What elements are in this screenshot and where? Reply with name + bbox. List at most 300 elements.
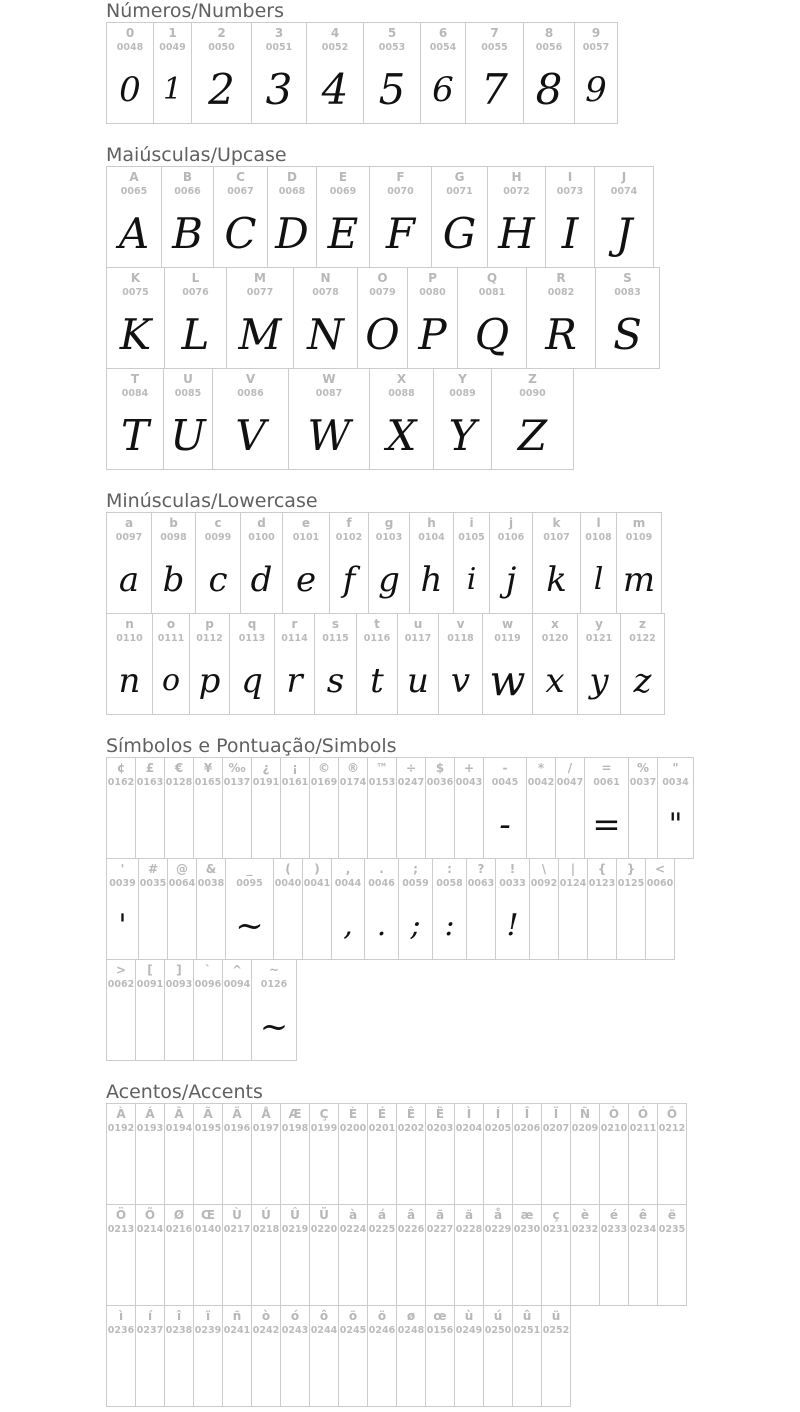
glyph-sample: F	[385, 209, 416, 258]
glyph-sample: =	[592, 805, 621, 845]
glyph-cell	[251, 1103, 281, 1205]
glyph-label: Œ	[200, 1208, 215, 1222]
glyph-sample	[600, 1241, 628, 1305]
glyph-cell	[280, 1103, 310, 1205]
glyph-code: 0161	[281, 777, 309, 788]
glyph-label: +	[463, 761, 475, 775]
glyph-label: <	[654, 862, 666, 876]
glyph-cell	[541, 1204, 571, 1306]
glyph-code: 0212	[658, 1123, 686, 1134]
glyph-label: 2	[217, 26, 226, 40]
glyph-sample: z	[633, 661, 652, 701]
glyph-code: 0241	[223, 1325, 251, 1336]
glyph-cell	[367, 1305, 397, 1407]
glyph-label: Ñ	[579, 1107, 591, 1121]
glyph-code: 0095	[236, 878, 263, 889]
glyph-label: ñ	[232, 1309, 242, 1323]
glyph-code: 0220	[310, 1224, 338, 1235]
glyph-sample: 8	[535, 65, 563, 114]
glyph-cell	[594, 166, 654, 268]
glyph-sample	[194, 1241, 222, 1305]
glyph-code: 0126	[260, 979, 288, 990]
glyph-sample	[513, 1241, 541, 1305]
glyph-label: X	[396, 372, 407, 386]
glyph-code: 0108	[585, 532, 612, 543]
glyph-label: A	[129, 170, 139, 184]
glyph-code: 0203	[426, 1123, 454, 1134]
glyph-cell	[240, 512, 283, 614]
glyph-label: á	[377, 1208, 387, 1222]
glyph-label: ã	[435, 1208, 445, 1222]
glyph-label: Ò	[608, 1107, 620, 1121]
glyph-cell	[106, 959, 136, 1061]
glyph-code: 0060	[646, 878, 674, 889]
glyph-sample: ~	[235, 906, 264, 946]
glyph-sample	[223, 996, 251, 1060]
glyph-cell	[226, 267, 294, 369]
glyph-cell	[363, 22, 421, 124]
glyph-cell	[106, 22, 154, 124]
glyph-sample	[455, 1241, 483, 1305]
glyph-code: 0069	[329, 186, 357, 197]
glyph-cell	[616, 512, 662, 614]
section-title: Maiúsculas/Upcase	[106, 144, 287, 166]
glyph-cell	[135, 959, 165, 1061]
glyph-sample	[467, 895, 495, 959]
glyph-label: !	[509, 862, 516, 876]
glyph-label: Y	[458, 372, 467, 386]
glyph-sample	[571, 1140, 599, 1204]
glyph-label: 4	[330, 26, 340, 40]
glyph-sample	[397, 794, 425, 858]
glyph-cell	[457, 267, 527, 369]
glyph-code: 0043	[455, 777, 483, 788]
glyph-cell	[338, 1204, 368, 1306]
glyph-cell	[302, 858, 332, 960]
glyph-code: 0100	[248, 532, 275, 543]
glyph-code: 0230	[513, 1224, 541, 1235]
glyph-label: ù	[464, 1309, 474, 1323]
glyph-code: 0038	[197, 878, 225, 889]
glyph-code: 0088	[388, 388, 415, 399]
glyph-cell	[164, 757, 194, 859]
glyph-label: D	[287, 170, 297, 184]
glyph-label: #	[147, 862, 159, 876]
section-title: Acentos/Accents	[106, 1081, 263, 1103]
glyph-cell	[368, 512, 410, 614]
glyph-cell	[466, 858, 496, 960]
glyph-cell	[193, 1103, 223, 1205]
glyph-label: Ü	[319, 1208, 329, 1222]
glyph-sample: y	[589, 661, 609, 701]
glyph-cell	[570, 1103, 600, 1205]
glyph-cell	[251, 1204, 281, 1306]
glyph-sample	[194, 1140, 222, 1204]
glyph-code: 0199	[310, 1123, 338, 1134]
glyph-code: 0239	[194, 1325, 222, 1336]
glyph-cell	[431, 166, 488, 268]
glyph-label: Ë	[435, 1107, 445, 1121]
glyph-label: j	[508, 516, 514, 530]
glyph-label: ó	[290, 1309, 300, 1323]
glyph-label: r	[291, 617, 298, 631]
glyph-sample	[397, 1140, 425, 1204]
glyph-label: Ê	[406, 1107, 416, 1121]
glyph-label: d	[257, 516, 266, 530]
glyph-sample	[397, 1342, 425, 1406]
glyph-code: 0070	[387, 186, 414, 197]
glyph-cell	[163, 368, 213, 470]
glyph-code: 0196	[223, 1123, 251, 1134]
glyph-cell	[191, 22, 252, 124]
glyph-cell	[314, 613, 357, 715]
glyph-cell	[541, 1305, 571, 1407]
glyph-code: 0050	[208, 42, 235, 53]
glyph-label: Q	[486, 271, 498, 285]
glyph-sample: D	[275, 209, 309, 258]
glyph-label: )	[314, 862, 320, 876]
glyph-label: 0	[125, 26, 135, 40]
glyph-code: 0224	[339, 1224, 367, 1235]
glyph-label: ü	[551, 1309, 561, 1323]
glyph-label: '	[120, 862, 125, 876]
glyph-label: Z	[528, 372, 537, 386]
glyph-sample	[339, 794, 367, 858]
glyph-sample: i	[466, 562, 477, 597]
glyph-code: 0206	[513, 1123, 541, 1134]
glyph-cell	[189, 613, 230, 715]
glyph-sample: J	[615, 209, 633, 258]
glyph-cell	[309, 1103, 339, 1205]
glyph-cell	[483, 1103, 513, 1205]
glyph-code: 0044	[334, 878, 362, 889]
glyph-code: 0052	[321, 42, 349, 53]
glyph-label: Ô	[666, 1107, 678, 1121]
glyph-cell	[526, 757, 556, 859]
glyph-label: É	[377, 1107, 387, 1121]
glyph-cell	[454, 1103, 484, 1205]
glyph-cell	[267, 166, 317, 268]
glyph-code: 0098	[160, 532, 187, 543]
glyph-cell	[483, 1204, 513, 1306]
glyph-sample: M	[238, 310, 282, 359]
glyph-code: 0113	[238, 633, 266, 644]
glyph-sample	[165, 1342, 193, 1406]
glyph-sample	[658, 1140, 686, 1204]
glyph-cell	[645, 858, 675, 960]
section-title: Símbolos e Pontuação/Simbols	[106, 735, 397, 757]
glyph-sample: p	[198, 661, 221, 701]
glyph-label: Å	[261, 1107, 271, 1121]
glyph-cell	[367, 1204, 397, 1306]
glyph-sample	[303, 895, 331, 959]
glyph-code: 0085	[174, 388, 202, 399]
glyph-sample	[194, 996, 222, 1060]
glyph-sample: H	[498, 209, 535, 258]
glyph-cell	[512, 1204, 542, 1306]
glyph-sample	[368, 1140, 396, 1204]
glyph-cell	[164, 1305, 194, 1407]
glyph-code: 0112	[196, 633, 223, 644]
glyph-label: S	[623, 271, 632, 285]
glyph-sample	[107, 996, 135, 1060]
glyph-label: c	[214, 516, 222, 530]
glyph-sample	[455, 1342, 483, 1406]
glyph-sample	[310, 794, 338, 858]
glyph-label: û	[522, 1309, 532, 1323]
glyph-label: õ	[348, 1309, 358, 1323]
glyph-sample	[281, 1342, 309, 1406]
glyph-code: 0094	[223, 979, 251, 990]
glyph-sample	[542, 1342, 570, 1406]
glyph-sample: g	[378, 560, 400, 600]
glyph-label: í	[147, 1309, 153, 1323]
glyph-label: Ú	[261, 1208, 271, 1222]
glyph-sample: e	[295, 560, 317, 600]
glyph-sample	[223, 1342, 251, 1406]
glyph-sample: j	[505, 560, 517, 600]
glyph-code: 0066	[174, 186, 201, 197]
glyph-code: 0078	[312, 287, 339, 298]
glyph-label: R	[556, 271, 566, 285]
glyph-cell	[487, 166, 546, 268]
glyph-label: [	[147, 963, 153, 977]
glyph-code: 0200	[339, 1123, 367, 1134]
glyph-code: 0232	[571, 1224, 599, 1235]
glyph-label: I	[567, 170, 573, 184]
glyph-sample: N	[307, 310, 344, 359]
glyph-cell	[482, 613, 533, 715]
glyph-code: 0153	[368, 777, 396, 788]
section-title: Números/Numbers	[106, 0, 284, 22]
glyph-code: 0061	[593, 777, 620, 788]
glyph-cell	[495, 858, 530, 960]
glyph-sample	[136, 794, 164, 858]
glyph-label: B	[182, 170, 193, 184]
glyph-sample	[426, 794, 454, 858]
glyph-label: Í	[495, 1107, 501, 1121]
glyph-code: 0104	[418, 532, 445, 543]
glyph-cell	[483, 1305, 513, 1407]
glyph-sample: !	[506, 908, 519, 943]
glyph-label: ¿	[262, 761, 270, 775]
glyph-code: 0075	[122, 287, 149, 298]
glyph-label: K	[130, 271, 141, 285]
glyph-cell	[523, 22, 575, 124]
glyph-sample: t	[370, 661, 384, 701]
glyph-sample	[484, 1342, 512, 1406]
glyph-code: 0209	[571, 1123, 599, 1134]
glyph-code: 0033	[499, 878, 526, 889]
glyph-cell	[367, 1103, 397, 1205]
glyph-code: 0079	[369, 287, 396, 298]
glyph-label: ¥	[203, 761, 213, 775]
glyph-cell	[193, 1204, 223, 1306]
glyph-cell	[161, 166, 214, 268]
glyph-code: 0105	[458, 532, 485, 543]
glyph-label: n	[125, 617, 134, 631]
glyph-label: £	[145, 761, 155, 775]
glyph-code: 0197	[252, 1123, 280, 1134]
glyph-cell	[213, 166, 268, 268]
glyph-label: U	[183, 372, 193, 386]
glyph-code: 0165	[194, 777, 222, 788]
glyph-sample: R	[545, 310, 577, 359]
glyph-code: 0073	[556, 186, 584, 197]
glyph-sample	[368, 1342, 396, 1406]
glyph-sample	[194, 1342, 222, 1406]
glyph-code: 0045	[491, 777, 519, 788]
glyph-label: P	[428, 271, 437, 285]
glyph-label: H	[511, 170, 522, 184]
glyph-cell	[153, 22, 192, 124]
glyph-cell	[532, 613, 578, 715]
glyph-cell	[280, 1305, 310, 1407]
glyph-cell	[106, 166, 162, 268]
glyph-code: 0076	[182, 287, 209, 298]
glyph-code: 0064	[168, 878, 196, 889]
glyph-label: È	[348, 1107, 358, 1121]
glyph-label: \	[541, 862, 547, 876]
glyph-sample	[136, 1241, 164, 1305]
glyph-label: ö	[377, 1309, 387, 1323]
glyph-code: 0115	[322, 633, 349, 644]
glyph-cell	[193, 959, 223, 1061]
glyph-cell	[331, 858, 365, 960]
glyph-sample: P	[418, 310, 447, 359]
glyph-label: 7	[490, 26, 499, 40]
glyph-label: Ä	[232, 1107, 242, 1121]
glyph-code: 0140	[194, 1224, 222, 1235]
glyph-sample	[527, 794, 555, 858]
glyph-label: %	[636, 761, 650, 775]
glyph-code: 0055	[481, 42, 508, 53]
glyph-sample: f	[342, 560, 356, 600]
glyph-cell	[135, 1305, 165, 1407]
glyph-code: 0214	[136, 1224, 164, 1235]
glyph-cell	[222, 1204, 252, 1306]
glyph-cell	[338, 1103, 368, 1205]
glyph-cell	[138, 858, 168, 960]
glyph-code: 0106	[497, 532, 525, 543]
glyph-label: g	[384, 516, 394, 530]
glyph-cell	[577, 613, 621, 715]
glyph-cell	[397, 613, 439, 715]
glyph-label: ,	[345, 862, 351, 876]
glyph-code: 0041	[303, 878, 331, 889]
glyph-code: 0063	[467, 878, 495, 889]
glyph-sample	[397, 1241, 425, 1305]
glyph-sample	[136, 996, 164, 1060]
glyph-cell	[251, 1305, 281, 1407]
glyph-cell	[135, 757, 165, 859]
glyph-sample	[310, 1241, 338, 1305]
glyph-cell	[489, 512, 533, 614]
glyph-label: ì	[118, 1309, 124, 1323]
glyph-code: 0111	[157, 633, 185, 644]
glyph-cell	[425, 1103, 455, 1205]
glyph-sample	[556, 794, 584, 858]
glyph-label: m	[632, 516, 646, 530]
glyph-sample: V	[235, 411, 266, 460]
glyph-sample	[223, 1241, 251, 1305]
glyph-label: ‰	[228, 761, 246, 775]
glyph-code: 0247	[397, 777, 425, 788]
glyph-sample: E	[327, 209, 359, 258]
glyph-label: 6	[438, 26, 448, 40]
glyph-label: s	[331, 617, 340, 631]
glyph-sample	[165, 794, 193, 858]
glyph-sample	[281, 794, 309, 858]
glyph-label: Ï	[553, 1107, 559, 1121]
glyph-cell	[309, 1305, 339, 1407]
glyph-cell	[425, 1204, 455, 1306]
glyph-code: 0211	[629, 1123, 657, 1134]
glyph-code: 0219	[281, 1224, 309, 1235]
glyph-cell	[398, 858, 433, 960]
glyph-cell	[584, 757, 629, 859]
glyph-label: /	[567, 761, 573, 775]
glyph-label: ¢	[116, 761, 126, 775]
glyph-code: 0102	[335, 532, 363, 543]
glyph-cell	[532, 512, 581, 614]
glyph-code: 0156	[426, 1325, 454, 1336]
glyph-label: a	[124, 516, 134, 530]
glyph-label: o	[166, 617, 176, 631]
glyph-cell	[580, 512, 617, 614]
glyph-code: 0062	[107, 979, 135, 990]
glyph-cell	[356, 613, 398, 715]
glyph-sample	[571, 1241, 599, 1305]
glyph-code: 0124	[559, 878, 587, 889]
glyph-sample	[617, 895, 645, 959]
glyph-sample: O	[365, 310, 400, 359]
glyph-code: 0174	[339, 777, 367, 788]
glyph-code: 0227	[426, 1224, 454, 1235]
glyph-label: y	[595, 617, 603, 631]
glyph-code: 0162	[107, 777, 135, 788]
glyph-sample	[165, 1140, 193, 1204]
glyph-cell	[545, 166, 595, 268]
glyph-cell	[274, 613, 315, 715]
glyph-label: ?	[477, 862, 485, 876]
glyph-cell	[453, 512, 490, 614]
glyph-sample	[600, 1140, 628, 1204]
glyph-label: ò	[261, 1309, 271, 1323]
glyph-code: 0065	[120, 186, 148, 197]
glyph-code: 0047	[556, 777, 584, 788]
glyph-label: ô	[319, 1309, 329, 1323]
glyph-label: &	[205, 862, 217, 876]
glyph-code: 0231	[542, 1224, 570, 1235]
glyph-sample	[194, 794, 222, 858]
glyph-sample: l	[593, 562, 604, 597]
glyph-label: F	[396, 170, 405, 184]
glyph-code: 0207	[542, 1123, 570, 1134]
glyph-label: .	[379, 862, 384, 876]
glyph-code: 0245	[339, 1325, 367, 1336]
glyph-code: 0169	[310, 777, 338, 788]
glyph-code: 0093	[165, 979, 193, 990]
glyph-code: 0071	[446, 186, 473, 197]
glyph-cell	[229, 613, 275, 715]
glyph-sample	[165, 996, 193, 1060]
glyph-sample: S	[613, 310, 642, 359]
glyph-sample: 5	[378, 65, 406, 114]
glyph-cell	[512, 1103, 542, 1205]
glyph-sample	[136, 1342, 164, 1406]
glyph-cell	[316, 166, 370, 268]
